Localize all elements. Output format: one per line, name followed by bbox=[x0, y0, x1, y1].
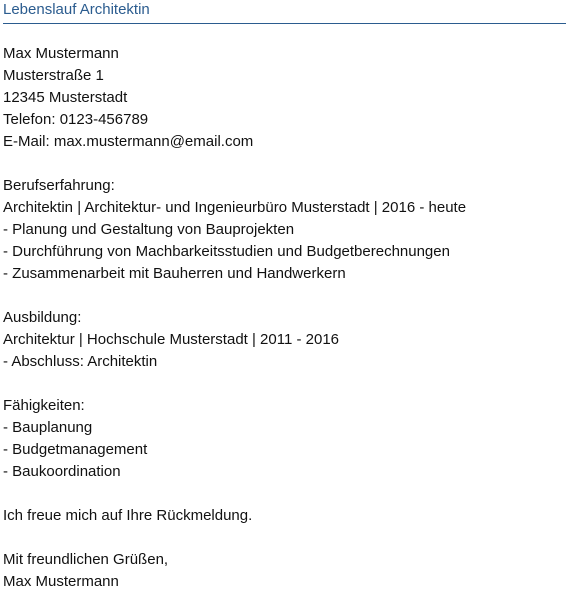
document-title: Lebenslauf Architektin bbox=[3, 1, 150, 18]
title-divider bbox=[3, 23, 566, 24]
contact-name: Max Mustermann bbox=[3, 45, 119, 62]
experience-item: - Zusammenarbeit mit Bauherren und Handwerkern bbox=[3, 265, 346, 282]
contact-street: Musterstraße 1 bbox=[3, 67, 104, 84]
experience-position: Architektin | Architektur- und Ingenieurbüro Musterstadt | 2016 - heute bbox=[3, 199, 467, 216]
contact-city: 12345 Musterstadt bbox=[3, 89, 128, 106]
skills-item: - Baukoordination bbox=[3, 463, 121, 480]
closing-signature: Max Mustermann bbox=[3, 573, 119, 590]
skills-item: - Bauplanung bbox=[3, 419, 93, 436]
education-heading: Ausbildung: bbox=[3, 309, 82, 326]
education-item: - Abschluss: Architektin bbox=[3, 353, 158, 370]
contact-email: E-Mail: max.mustermann@email.com bbox=[3, 133, 254, 150]
experience-item: - Planung und Gestaltung von Bauprojekten bbox=[3, 221, 295, 238]
contact-phone: Telefon: 0123-456789 bbox=[3, 111, 149, 128]
closing-greeting: Mit freundlichen Grüßen, bbox=[3, 551, 169, 568]
experience-item: - Durchführung von Machbarkeitsstudien und Budgetberechnungen bbox=[3, 243, 450, 260]
experience-heading: Berufserfahrung: bbox=[3, 177, 115, 194]
skills-item: - Budgetmanagement bbox=[3, 441, 148, 458]
education-entry: Architektur | Hochschule Musterstadt | 2011 - 2016 bbox=[3, 331, 340, 348]
skills-heading: Fähigkeiten: bbox=[3, 397, 85, 414]
closing-statement: Ich freue mich auf Ihre Rückmeldung. bbox=[3, 507, 253, 524]
